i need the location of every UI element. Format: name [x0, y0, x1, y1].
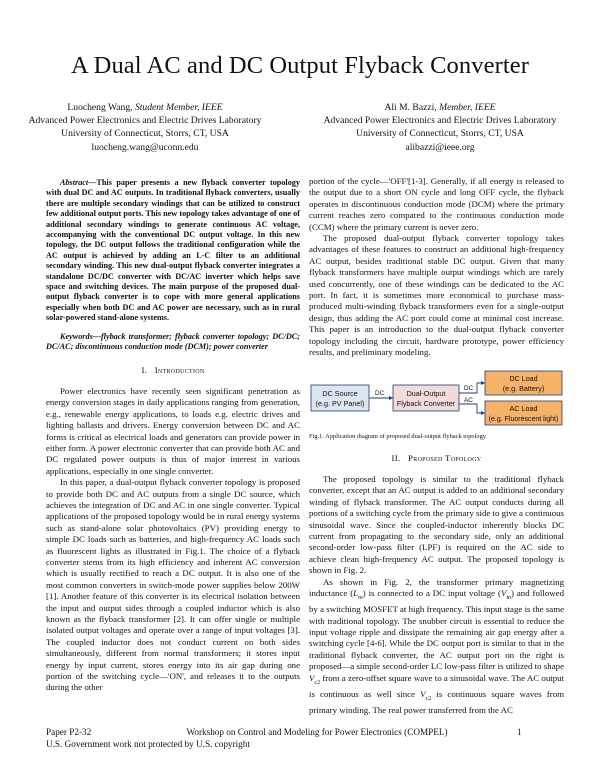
author-block-1 [0, 101, 290, 154]
arrowhead-icon [481, 411, 485, 415]
converter-label-1: Dual-Output [406, 388, 446, 398]
dc-source-example: (e.g. PV Panel) [315, 398, 365, 408]
footer-paper-id: Paper P2-32 [46, 727, 92, 737]
arrowhead-icon [481, 381, 485, 385]
left-column [46, 178, 300, 694]
intro-paragraph-2: In this paper, a dual-output flyback converter topology is proposed to provide both DC and AC outputs from a single DC source, which achieves the integration of DC and AC in one single converter. Typical applications of the proposed topology would be in rural energy systems such as stand-alone solar photovoltaics (PV) providing energy to simple DC loads such as batteries, and high-frequency AC loads such as fluorescent lights as illustrated in Fig.1. The choice of a flyback converter stems from its high efficiency and inherent AC conversion which is usually rectified to reach a DC output. It is also one of the most common converters in switch-mode power supplies below 200W [1]. Another feature of this converter is its electrical isolation between the input and output sides through a coupled inductor which is also known as the flyback transformer [2]. It can offer single or multiple isolated output voltages and operate over a range of input voltages [3]. The coupled inductor does not conduct current on both sides simultaneously, different from normal transformers; it stores input energy by input current, stores energy into its air gap during one portion of the switching cycle—'ON', and releases it to the outputs during the other [46, 477, 300, 693]
author-institution: University of Connecticut, Storrs, CT, USA [61, 128, 229, 140]
arrowhead-icon [389, 396, 393, 400]
figure-1-caption: Fig.1. Application diagram of proposed dual-output flyback topology [309, 432, 486, 440]
ac-load-example: (e.g. Fluorescent light) [488, 415, 559, 423]
dc-load-example: (e.g. Battery) [502, 383, 545, 393]
author-affiliation: Advanced Power Electronics and Electric Drives Laboratory [323, 115, 557, 127]
dc-load-label: DC Load [509, 373, 538, 383]
right-paragraph-1: portion of the cycle—'OFF'[1-3]. Generally, if all energy is released to the output due to a short ON cycle and long OFF cycle, the flyback operates in discontinuous conduction mode (DCM) where the primary current reaches zero compared to the continuous conduction mode (CCM) where the primary current is never zero. [309, 176, 564, 232]
right-column [309, 176, 564, 716]
ac-load-label: AC Load [509, 403, 538, 413]
section-heading-introduction: I. Introduction [141, 364, 205, 375]
footer-page-number: 1 [517, 727, 522, 737]
right-paragraph-2: The proposed dual-output flyback converter topology takes advantages of these features to construct an additional high-frequency AC output, besides traditional stable DC output. Given that many flyback transformers have multiple output windings which are rarely used concurrently, one of these windings can be dedicated to the AC port. In fact, it is sometimes more economical to purchase mass-produced multi-winding flyback transformers even for a single-output design, thus adding the AC port could come at minimal cost increase. This paper is an introduction to the dual-output flyback converter topology including the circuit, hardware prototype, power efficiency results, and preliminary modeling. [309, 233, 564, 358]
dc-output-label: DC [464, 384, 474, 392]
dc-source-label: DC Source [322, 388, 358, 398]
author-name: Ali M. Bazzi, Member, IEEE [384, 102, 496, 113]
keywords: Keywords—flyback transformer; flyback converter topology; DC/DC; DC/AC; discontinuous conduction mode (DCM); power converter [46, 331, 300, 352]
topology-paragraph-1: The proposed topology is similar to the traditional flyback converter, except that an AC output is added to an additional secondary winding of flyback transformer. The AC output conducts during all portions of a switching cycle from the primary side to give a continuous sinusoidal wave. Since the coupled-inductor inherently blocks DC current from propagating to the secondary side, only an additional second-order low-pass filter (LPF) is required on the AC side to achieve clean high-frequency AC output. The proposed topology is shown in Fig. 2. [309, 473, 564, 576]
ac-output-label: AC [464, 396, 473, 404]
footer-venue: Workshop on Control and Modeling for Power Electronics (COMPEL) [186, 727, 448, 737]
section-heading-proposed-topology: II. Proposed Topology [391, 452, 482, 463]
author-email[interactable]: alibazzi@ieee.org [405, 141, 475, 153]
abstract: Abstract—This paper presents a new flyback converter topology with dual DC and AC outputs. In traditional flyback converters, usually there are multiple secondary windings that can be utilized to construct few additional output ports. This new topology takes advantage of one of additional secondary windings to generate continuous AC voltage, accompanying with the conventional DC output voltage. In this new topology, the DC output follows the traditional configuration while the AC output is achieved by adding an L-C filter to an additional secondary winding. This new dual-output flyback converter integrates a standalone DC/DC converter with DC/AC inverter which helps save space and switching devices. The main purpose of the proposed dual-output flyback converter is to cope with more general applications especially when both DC and AC power are necessary, such as in rural solar-powered stand-alone systems. [46, 178, 300, 323]
author-affiliation: Advanced Power Electronics and Electric Drives Laboratory [28, 115, 262, 127]
author-block-2 [290, 101, 590, 154]
application-diagram [309, 369, 564, 431]
paper-title: A Dual AC and DC Output Flyback Converter [71, 52, 529, 79]
topology-paragraph-2: As shown in Fig. 2, the transformer primary magnetizing inductance $(L_m)$ is connected to a DC input voltage $(V_{in})$ and followed by a switching MOSFET at high frequency. This input stage is the same with traditional topology. The snubber circuit is essential to reduce the input voltage ripple and dissipate the remaining air gap energy after a switching cycle [4-6]. While the DC output port is similar to that in the traditional flyback converter, the AC output port on the right is proposed—a simple second-order LC low-pass filter is utilized to shape $V_{c2}$ from a zero-offset square wave to a sinusoidal wave. The AC output is continuous as well since $V_{c2}$ is continuous square waves from primary winding. The real power transferred from the AC [309, 576, 564, 715]
author-institution: University of Connecticut, Storrs, CT, USA [356, 128, 524, 140]
author-name: Luocheng Wang, Student Member, IEEE [67, 102, 223, 113]
intro-paragraph-1: Power electronics have recently seen significant penetration as energy conversion stages in daily applications ranging from generation, e.g., renewable energy applications, to loads e.g. electric drives and lighting ballasts and drivers. Energy conversion between DC and AC forms is critical as electrical loads and generators can provide power in either form. A power electronic converter that can provide both AC and DC regulated power outputs is thus of major interest in various applications, especially in one single converter. [46, 385, 300, 476]
footer-copyright: U.S. Government work not protected by U.S. copyright [46, 739, 250, 749]
author-email[interactable]: luocheng.wang@uconn.edu [91, 141, 199, 153]
converter-label-2: Flyback Converter [396, 398, 456, 408]
dc-input-label: DC [375, 389, 385, 397]
figure-1 [309, 369, 564, 431]
